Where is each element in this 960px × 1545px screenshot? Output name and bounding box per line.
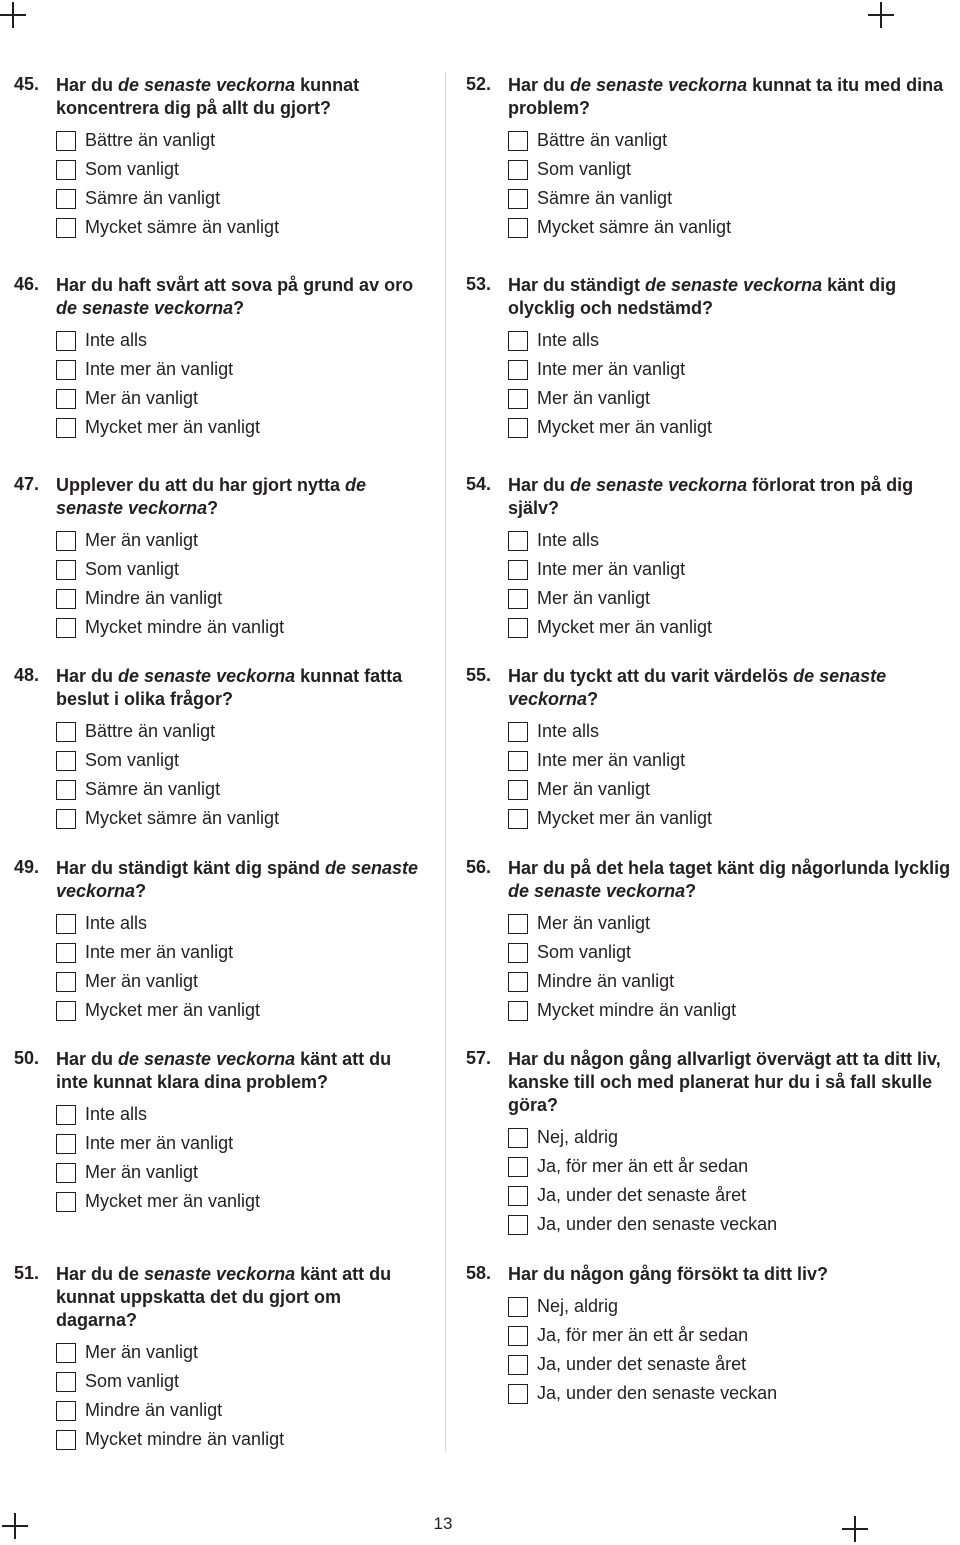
checkbox[interactable] xyxy=(56,914,76,934)
answer-option[interactable] xyxy=(56,1396,424,1425)
checkbox[interactable] xyxy=(56,618,76,638)
question-text-part: Har du xyxy=(56,75,119,95)
answer-option-label: Mer än vanligt xyxy=(85,1342,199,1362)
question-text-part: Har du ständigt känt dig spänd xyxy=(56,858,326,878)
answer-option[interactable] xyxy=(56,1158,424,1187)
question-text-emphasis: de senaste veckorna xyxy=(56,475,367,518)
answer-option-label: Inte mer än vanligt xyxy=(85,359,234,379)
question-text-part: Har du någon gång försökt ta ditt liv? xyxy=(508,1264,829,1284)
answer-options xyxy=(508,326,958,442)
answer-option[interactable] xyxy=(508,909,958,938)
question-text xyxy=(508,665,958,711)
checkbox[interactable] xyxy=(56,531,76,551)
answer-option-label: Ja, under det senaste året xyxy=(537,1185,747,1205)
question xyxy=(14,474,424,642)
question-number: 53. xyxy=(466,274,492,294)
checkbox[interactable] xyxy=(56,218,76,238)
checkbox[interactable] xyxy=(56,809,76,829)
checkbox[interactable] xyxy=(508,218,528,238)
question-text xyxy=(56,474,424,520)
answer-option[interactable] xyxy=(508,775,958,804)
answer-option[interactable] xyxy=(508,1152,958,1181)
answer-option[interactable] xyxy=(56,909,424,938)
answer-option-label: Som vanligt xyxy=(85,159,180,179)
answer-option[interactable] xyxy=(508,1181,958,1210)
answer-option[interactable] xyxy=(56,775,424,804)
question-text-part: ? xyxy=(685,881,697,901)
question-text xyxy=(56,1263,424,1332)
answer-option-label: Mycket mindre än vanligt xyxy=(537,1000,737,1020)
question-number: 46. xyxy=(14,274,40,294)
question-text-part: känt att du inte kunnat klara dina problem? xyxy=(56,1049,392,1092)
answer-option-label: Som vanligt xyxy=(537,942,632,962)
question-text xyxy=(56,857,424,903)
question-text-emphasis: de senaste veckorna xyxy=(508,881,686,901)
checkbox[interactable] xyxy=(56,1343,76,1363)
checkbox[interactable] xyxy=(56,189,76,209)
answer-option-label: Inte alls xyxy=(85,913,148,933)
answer-option-label: Som vanligt xyxy=(85,1371,180,1391)
answer-option[interactable] xyxy=(508,326,958,355)
checkbox[interactable] xyxy=(56,1163,76,1183)
question-text-part: Har du på det hela taget känt dig någorlunda lycklig xyxy=(508,858,951,878)
question-number: 51. xyxy=(14,1263,40,1283)
question-number: 58. xyxy=(466,1263,492,1283)
question-text-part: ? xyxy=(587,689,599,709)
checkbox[interactable] xyxy=(508,1355,528,1375)
checkbox[interactable] xyxy=(508,589,528,609)
answer-option-label: Mindre än vanligt xyxy=(85,588,223,608)
question-text-part: Har du någon gång allvarligt övervägt att ta ditt liv, kanske till och med planerat hur du i så fall skulle göra? xyxy=(508,1049,941,1115)
answer-option[interactable] xyxy=(508,996,958,1025)
answer-option-label: Inte alls xyxy=(537,721,600,741)
answer-option-label: Bättre än vanligt xyxy=(85,130,216,150)
answer-option[interactable] xyxy=(56,584,424,613)
answer-option-label: Mycket sämre än vanligt xyxy=(537,217,732,237)
answer-option[interactable] xyxy=(508,413,958,442)
question-text xyxy=(56,274,424,320)
answer-option[interactable] xyxy=(508,1379,958,1408)
question-text-emphasis: de senaste veckorna xyxy=(645,275,823,295)
checkbox[interactable] xyxy=(56,1430,76,1450)
answer-option[interactable] xyxy=(56,1367,424,1396)
question-text-part: Har du haft svårt att sova på grund av oro xyxy=(56,275,414,295)
answer-option[interactable] xyxy=(508,555,958,584)
question-text-emphasis: de senaste veckorna xyxy=(570,75,748,95)
checkbox[interactable] xyxy=(508,618,528,638)
question-number: 54. xyxy=(466,474,492,494)
question-text-part: kunnat fatta beslut i olika frågor? xyxy=(56,666,403,709)
question xyxy=(466,665,958,833)
question-number: 56. xyxy=(466,857,492,877)
answer-option-label: Mycket mer än vanligt xyxy=(537,808,713,828)
question-text-part: Har du xyxy=(56,1049,119,1069)
answer-option-label: Mycket mindre än vanligt xyxy=(85,617,285,637)
question-text-part: Har du xyxy=(508,75,571,95)
answer-option-label: Mycket mer än vanligt xyxy=(85,417,261,437)
answer-option-label: Mycket mer än vanligt xyxy=(85,1000,261,1020)
answer-option-label: Mycket mer än vanligt xyxy=(85,1191,261,1211)
question-text-part: kunnat ta itu med dina problem? xyxy=(508,75,944,118)
answer-option[interactable] xyxy=(56,555,424,584)
checkbox[interactable] xyxy=(508,389,528,409)
answer-option[interactable] xyxy=(56,1129,424,1158)
answer-option[interactable] xyxy=(508,1350,958,1379)
answer-option-label: Mindre än vanligt xyxy=(85,1400,223,1420)
question-text-emphasis: de senaste veckorna xyxy=(118,75,296,95)
answer-option-label: Inte mer än vanligt xyxy=(537,359,686,379)
answer-option-label: Inte mer än vanligt xyxy=(537,559,686,579)
question-text xyxy=(56,665,424,711)
checkbox[interactable] xyxy=(56,560,76,580)
answer-options xyxy=(508,126,958,242)
question xyxy=(14,857,424,1025)
answer-options xyxy=(56,909,424,1025)
checkbox[interactable] xyxy=(508,1215,528,1235)
question-number: 52. xyxy=(466,74,492,94)
question xyxy=(14,274,424,442)
question-number: 45. xyxy=(14,74,40,94)
question-text xyxy=(508,857,958,903)
answer-option-label: Nej, aldrig xyxy=(537,1127,619,1147)
answer-option[interactable] xyxy=(56,1338,424,1367)
answer-option[interactable] xyxy=(56,967,424,996)
answer-option[interactable] xyxy=(508,184,958,213)
question xyxy=(466,474,958,642)
answer-option-label: Ja, för mer än ett år sedan xyxy=(537,1156,749,1176)
question-text xyxy=(508,74,958,120)
question xyxy=(14,74,424,242)
answer-option-label: Ja, under den senaste veckan xyxy=(537,1214,778,1234)
answer-options xyxy=(508,717,958,833)
answer-option-label: Inte alls xyxy=(537,330,600,350)
answer-option-label: Mindre än vanligt xyxy=(537,971,675,991)
answer-option-label: Sämre än vanligt xyxy=(537,188,673,208)
checkbox[interactable] xyxy=(508,360,528,380)
question-number: 57. xyxy=(466,1048,492,1068)
question-text-emphasis: de senaste veckorna xyxy=(118,1049,296,1069)
checkbox[interactable] xyxy=(56,943,76,963)
answer-option[interactable] xyxy=(56,326,424,355)
answer-option-label: Som vanligt xyxy=(85,750,180,770)
question-text-emphasis: senaste veckorna xyxy=(144,1264,296,1284)
checkbox[interactable] xyxy=(508,1001,528,1021)
checkbox[interactable] xyxy=(508,1384,528,1404)
answer-option[interactable] xyxy=(508,1123,958,1152)
checkbox[interactable] xyxy=(56,780,76,800)
answer-option-label: Mycket sämre än vanligt xyxy=(85,808,280,828)
checkbox[interactable] xyxy=(56,1401,76,1421)
answer-option-label: Inte mer än vanligt xyxy=(537,750,686,770)
checkbox[interactable] xyxy=(508,1297,528,1317)
answer-option-label: Inte alls xyxy=(85,1104,148,1124)
checkbox[interactable] xyxy=(56,360,76,380)
checkbox[interactable] xyxy=(56,418,76,438)
crop-mark-top-right xyxy=(868,2,894,28)
question-number: 50. xyxy=(14,1048,40,1068)
checkbox[interactable] xyxy=(56,389,76,409)
answer-option[interactable] xyxy=(56,746,424,775)
answer-option[interactable] xyxy=(56,613,424,642)
checkbox[interactable] xyxy=(508,751,528,771)
answer-option[interactable] xyxy=(56,938,424,967)
answer-option-label: Mer än vanligt xyxy=(85,971,199,991)
checkbox[interactable] xyxy=(508,531,528,551)
checkbox[interactable] xyxy=(56,331,76,351)
answer-option[interactable] xyxy=(56,126,424,155)
question xyxy=(466,1263,958,1408)
checkbox[interactable] xyxy=(508,189,528,209)
answer-option[interactable] xyxy=(56,1100,424,1129)
answer-option[interactable] xyxy=(56,413,424,442)
answer-option[interactable] xyxy=(508,938,958,967)
page-number: 13 xyxy=(433,1514,453,1533)
checkbox[interactable] xyxy=(508,131,528,151)
checkbox[interactable] xyxy=(56,589,76,609)
answer-option-label: Nej, aldrig xyxy=(537,1296,619,1316)
question-text-part: känt dig olycklig och nedstämd? xyxy=(508,275,897,318)
answer-option-label: Inte mer än vanligt xyxy=(85,1133,234,1153)
question-text-part: Har du ständigt xyxy=(508,275,646,295)
question-text-emphasis: de senaste veckorna xyxy=(508,666,887,709)
answer-option[interactable] xyxy=(508,155,958,184)
question xyxy=(466,857,958,1025)
answer-option[interactable] xyxy=(508,213,958,242)
answer-option[interactable] xyxy=(56,155,424,184)
question-text-emphasis: de senaste veckorna xyxy=(56,858,419,901)
question-text xyxy=(56,74,424,120)
checkbox[interactable] xyxy=(56,131,76,151)
column-divider xyxy=(445,72,446,1452)
checkbox[interactable] xyxy=(508,809,528,829)
answer-option-label: Mycket mindre än vanligt xyxy=(85,1429,285,1449)
answer-option-label: Som vanligt xyxy=(537,159,632,179)
checkbox[interactable] xyxy=(508,1128,528,1148)
checkbox[interactable] xyxy=(508,160,528,180)
answer-option[interactable] xyxy=(508,717,958,746)
question-text-part: kunnat koncentrera dig på allt du gjort? xyxy=(56,75,360,118)
answer-option[interactable] xyxy=(56,213,424,242)
answer-option-label: Mer än vanligt xyxy=(537,779,651,799)
question xyxy=(14,1263,424,1454)
question-text-part: Har du tyckt att du varit värdelös xyxy=(508,666,794,686)
answer-option-label: Ja, under det senaste året xyxy=(537,1354,747,1374)
answer-option-label: Mycket sämre än vanligt xyxy=(85,217,280,237)
checkbox[interactable] xyxy=(56,722,76,742)
checkbox[interactable] xyxy=(508,722,528,742)
answer-option-label: Som vanligt xyxy=(85,559,180,579)
checkbox[interactable] xyxy=(508,1326,528,1346)
answer-option-label: Inte mer än vanligt xyxy=(85,942,234,962)
answer-option-label: Mycket mer än vanligt xyxy=(537,617,713,637)
answer-options xyxy=(56,1100,424,1216)
question-text-part: Har du xyxy=(56,666,119,686)
answer-option[interactable] xyxy=(56,355,424,384)
answer-option[interactable] xyxy=(56,1425,424,1454)
answer-option[interactable] xyxy=(508,1292,958,1321)
answer-option[interactable] xyxy=(56,184,424,213)
checkbox[interactable] xyxy=(508,1157,528,1177)
question-number: 49. xyxy=(14,857,40,877)
checkbox[interactable] xyxy=(508,780,528,800)
question xyxy=(466,274,958,442)
question-text-part: förlorat tron på dig själv? xyxy=(508,475,914,518)
answer-option-label: Mer än vanligt xyxy=(537,588,651,608)
answer-options xyxy=(56,717,424,833)
answer-option-label: Inte alls xyxy=(85,330,148,350)
question-text xyxy=(508,274,958,320)
question xyxy=(14,665,424,833)
answer-option-label: Mer än vanligt xyxy=(537,913,651,933)
question-text-part: Upplever du att du har gjort nytta xyxy=(56,475,346,495)
answer-option[interactable] xyxy=(508,1210,958,1239)
question-number: 48. xyxy=(14,665,40,685)
question-text-part: Har du xyxy=(508,475,571,495)
answer-options xyxy=(56,326,424,442)
question-text xyxy=(56,1048,424,1094)
answer-option[interactable] xyxy=(56,804,424,833)
checkbox[interactable] xyxy=(56,1105,76,1125)
checkbox[interactable] xyxy=(508,560,528,580)
question-text-part: Har du de xyxy=(56,1264,145,1284)
answer-option-label: Ja, under den senaste veckan xyxy=(537,1383,778,1403)
question-text xyxy=(508,1263,958,1286)
checkbox[interactable] xyxy=(508,418,528,438)
answer-option[interactable] xyxy=(508,804,958,833)
checkbox[interactable] xyxy=(56,972,76,992)
answer-option-label: Mer än vanligt xyxy=(537,388,651,408)
answer-option[interactable] xyxy=(508,126,958,155)
answer-option-label: Mer än vanligt xyxy=(85,1162,199,1182)
answer-options xyxy=(508,1292,958,1408)
answer-option[interactable] xyxy=(56,1187,424,1216)
checkbox[interactable] xyxy=(508,943,528,963)
question-text xyxy=(508,474,958,520)
answer-option-label: Sämre än vanligt xyxy=(85,188,221,208)
question-text-part: känt att du kunnat uppskatta det du gjort om dagarna? xyxy=(56,1264,392,1330)
question-number: 47. xyxy=(14,474,40,494)
checkbox[interactable] xyxy=(508,1186,528,1206)
answer-option-label: Ja, för mer än ett år sedan xyxy=(537,1325,749,1345)
answer-option[interactable] xyxy=(508,1321,958,1350)
answer-options xyxy=(56,1338,424,1454)
answer-option[interactable] xyxy=(56,996,424,1025)
checkbox[interactable] xyxy=(56,1372,76,1392)
answer-option[interactable] xyxy=(56,526,424,555)
checkbox[interactable] xyxy=(508,972,528,992)
checkbox[interactable] xyxy=(56,1001,76,1021)
answer-options xyxy=(508,526,958,642)
checkbox[interactable] xyxy=(508,331,528,351)
answer-option-label: Bättre än vanligt xyxy=(537,130,668,150)
question-text xyxy=(508,1048,958,1117)
answer-option[interactable] xyxy=(508,355,958,384)
checkbox[interactable] xyxy=(56,1192,76,1212)
question-text-emphasis: de senaste veckorna xyxy=(56,298,234,318)
answer-option-label: Bättre än vanligt xyxy=(85,721,216,741)
answer-option[interactable] xyxy=(508,746,958,775)
answer-option-label: Inte alls xyxy=(537,530,600,550)
question xyxy=(466,1048,958,1239)
answer-option[interactable] xyxy=(508,584,958,613)
answer-option[interactable] xyxy=(508,613,958,642)
answer-option-label: Sämre än vanligt xyxy=(85,779,221,799)
crop-mark-top-left xyxy=(0,2,26,28)
answer-option[interactable] xyxy=(508,967,958,996)
question-text-emphasis: de senaste veckorna xyxy=(118,666,296,686)
question-number: 55. xyxy=(466,665,492,685)
answer-option-label: Mer än vanligt xyxy=(85,388,199,408)
answer-option-label: Mycket mer än vanligt xyxy=(537,417,713,437)
checkbox[interactable] xyxy=(56,751,76,771)
question xyxy=(466,74,958,242)
question-text-emphasis: de senaste veckorna xyxy=(570,475,748,495)
checkbox[interactable] xyxy=(56,1134,76,1154)
answer-options xyxy=(508,909,958,1025)
answer-option[interactable] xyxy=(508,526,958,555)
answer-option[interactable] xyxy=(508,384,958,413)
answer-options xyxy=(56,526,424,642)
question-text-part: ? xyxy=(135,881,147,901)
question xyxy=(14,1048,424,1216)
question-text-part: ? xyxy=(207,498,219,518)
checkbox[interactable] xyxy=(508,914,528,934)
answer-options xyxy=(56,126,424,242)
checkbox[interactable] xyxy=(56,160,76,180)
answer-options xyxy=(508,1123,958,1239)
answer-option-label: Mer än vanligt xyxy=(85,530,199,550)
answer-option[interactable] xyxy=(56,717,424,746)
answer-option[interactable] xyxy=(56,384,424,413)
question-text-part: ? xyxy=(233,298,245,318)
